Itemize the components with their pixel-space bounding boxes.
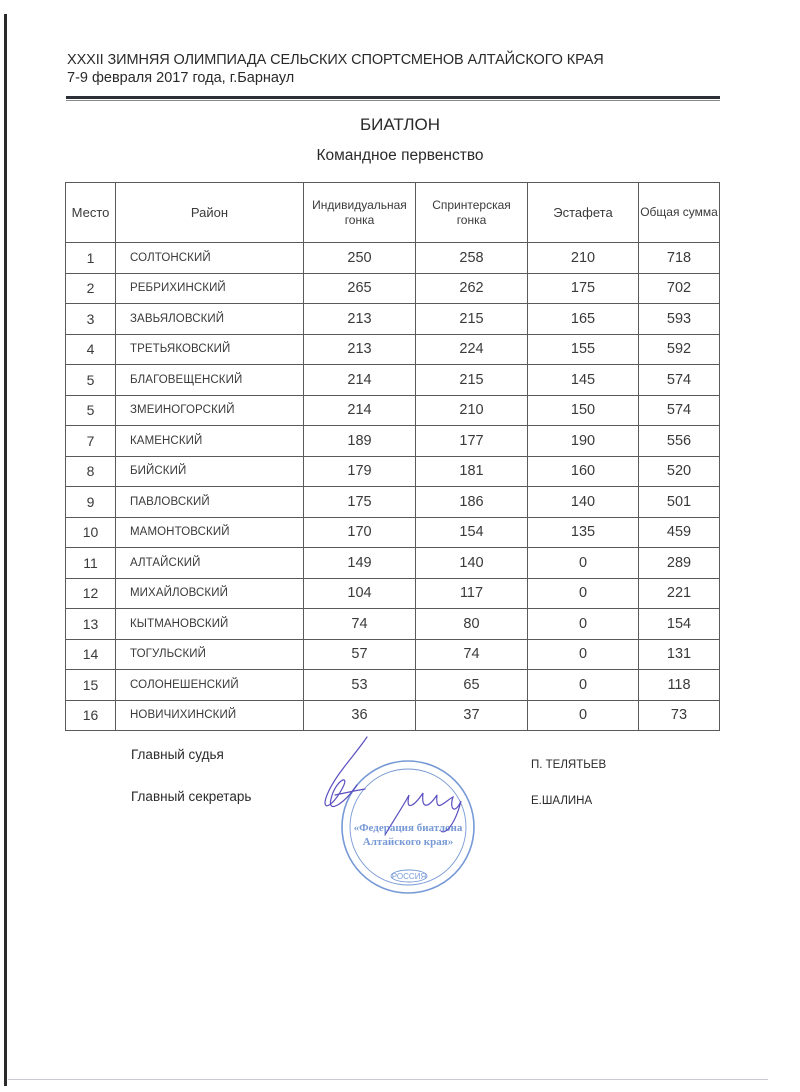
cell-district: СОЛТОНСКИЙ	[116, 243, 304, 274]
cell-sprint: 186	[416, 487, 528, 518]
chief-judge-name: П. ТЕЛЯТЬЕВ	[531, 759, 607, 771]
cell-total: 574	[639, 365, 720, 396]
cell-total: 221	[639, 578, 720, 609]
cell-sprint: 74	[416, 639, 528, 670]
cell-place: 11	[66, 548, 116, 579]
judge-signature	[325, 737, 367, 806]
cell-individual: 36	[304, 700, 416, 731]
cell-individual: 175	[304, 487, 416, 518]
column-header-place: Место	[66, 183, 116, 243]
column-header-total: Общая сумма	[639, 183, 720, 243]
cell-total: 593	[639, 304, 720, 335]
cell-district: РЕБРИХИНСКИЙ	[116, 273, 304, 304]
cell-sprint: 177	[416, 426, 528, 457]
cell-total: 718	[639, 243, 720, 274]
event-title: XXXII ЗИМНЯЯ ОЛИМПИАДА СЕЛЬСКИХ СПОРТСМЕНОВ АЛТАЙСКОГО КРАЯ	[67, 52, 604, 68]
cell-total: 459	[639, 517, 720, 548]
header-rule	[66, 96, 720, 99]
table-header-row	[66, 183, 720, 243]
cell-total: 501	[639, 487, 720, 518]
cell-individual: 214	[304, 395, 416, 426]
table-row	[66, 578, 720, 609]
chief-secretary-name: Е.ШАЛИНА	[531, 795, 593, 807]
cell-total: 131	[639, 639, 720, 670]
cell-relay: 210	[528, 243, 639, 274]
scan-left-edge	[4, 14, 7, 1086]
cell-place: 4	[66, 334, 116, 365]
cell-relay: 0	[528, 670, 639, 701]
cell-individual: 214	[304, 365, 416, 396]
table-row	[66, 243, 720, 274]
table-row	[66, 548, 720, 579]
cell-individual: 179	[304, 456, 416, 487]
table-row	[66, 304, 720, 335]
cell-relay: 150	[528, 395, 639, 426]
cell-total: 592	[639, 334, 720, 365]
cell-district: АЛТАЙСКИЙ	[116, 548, 304, 579]
cell-sprint: 262	[416, 273, 528, 304]
cell-district: БИЙСКИЙ	[116, 456, 304, 487]
cell-sprint: 258	[416, 243, 528, 274]
table-row	[66, 395, 720, 426]
cell-place: 10	[66, 517, 116, 548]
cell-individual: 74	[304, 609, 416, 640]
cell-individual: 53	[304, 670, 416, 701]
cell-district: ПАВЛОВСКИЙ	[116, 487, 304, 518]
cell-total: 520	[639, 456, 720, 487]
cell-sprint: 65	[416, 670, 528, 701]
cell-district: СОЛОНЕШЕНСКИЙ	[116, 670, 304, 701]
cell-total: 118	[639, 670, 720, 701]
cell-sprint: 210	[416, 395, 528, 426]
cell-sprint: 80	[416, 609, 528, 640]
cell-district: МАМОНТОВСКИЙ	[116, 517, 304, 548]
scan-bottom-edge	[8, 1079, 768, 1080]
table-row	[66, 700, 720, 731]
cell-total: 702	[639, 273, 720, 304]
cell-individual: 189	[304, 426, 416, 457]
cell-sprint: 154	[416, 517, 528, 548]
column-header-sprint: Спринтерская гонка	[416, 183, 528, 243]
cell-district: ТОГУЛЬСКИЙ	[116, 639, 304, 670]
cell-individual: 57	[304, 639, 416, 670]
cell-relay: 0	[528, 548, 639, 579]
cell-total: 556	[639, 426, 720, 457]
cell-district: КЫТМАНОВСКИЙ	[116, 609, 304, 640]
table-row	[66, 334, 720, 365]
cell-district: ЗАВЬЯЛОВСКИЙ	[116, 304, 304, 335]
table-row	[66, 456, 720, 487]
cell-relay: 165	[528, 304, 639, 335]
cell-individual: 265	[304, 273, 416, 304]
cell-place: 3	[66, 304, 116, 335]
cell-individual: 104	[304, 578, 416, 609]
cell-place: 1	[66, 243, 116, 274]
cell-relay: 175	[528, 273, 639, 304]
cell-total: 574	[639, 395, 720, 426]
competition-subtitle: Командное первенство	[316, 147, 484, 164]
cell-relay: 140	[528, 487, 639, 518]
cell-relay: 155	[528, 334, 639, 365]
stamp-center-line-2: Алтайского края»	[362, 836, 454, 848]
table-row	[66, 365, 720, 396]
cell-individual: 170	[304, 517, 416, 548]
cell-place: 8	[66, 456, 116, 487]
stamp-country: РОССИЯ	[391, 872, 427, 881]
cell-district: НОВИЧИХИНСКИЙ	[116, 700, 304, 731]
cell-place: 5	[66, 395, 116, 426]
cell-relay: 160	[528, 456, 639, 487]
chief-judge-label: Главный судья	[131, 747, 224, 762]
cell-sprint: 215	[416, 304, 528, 335]
cell-district: МИХАЙЛОВСКИЙ	[116, 578, 304, 609]
cell-relay: 0	[528, 700, 639, 731]
cell-place: 5	[66, 365, 116, 396]
cell-place: 16	[66, 700, 116, 731]
cell-place: 13	[66, 609, 116, 640]
cell-sprint: 224	[416, 334, 528, 365]
table-row	[66, 426, 720, 457]
table-row	[66, 670, 720, 701]
cell-place: 14	[66, 639, 116, 670]
cell-individual: 213	[304, 304, 416, 335]
results-table	[65, 182, 720, 731]
table-row	[66, 273, 720, 304]
chief-secretary-label: Главный секретарь	[131, 789, 252, 804]
cell-place: 15	[66, 670, 116, 701]
cell-total: 73	[639, 700, 720, 731]
official-stamp	[305, 735, 505, 905]
event-dates-place: 7-9 февраля 2017 года, г.Барнаул	[67, 70, 295, 86]
cell-relay: 145	[528, 365, 639, 396]
column-header-individual: Индивидуальная гонка	[304, 183, 416, 243]
cell-place: 12	[66, 578, 116, 609]
cell-place: 7	[66, 426, 116, 457]
table-row	[66, 639, 720, 670]
cell-individual: 213	[304, 334, 416, 365]
column-header-district: Район	[116, 183, 304, 243]
stamp-center-line-1: «Федерация биатлона	[353, 822, 463, 834]
table-row	[66, 609, 720, 640]
cell-sprint: 37	[416, 700, 528, 731]
cell-total: 154	[639, 609, 720, 640]
cell-district: КАМЕНСКИЙ	[116, 426, 304, 457]
cell-relay: 0	[528, 578, 639, 609]
cell-district: БЛАГОВЕЩЕНСКИЙ	[116, 365, 304, 396]
table-row	[66, 517, 720, 548]
table-row	[66, 487, 720, 518]
header-rule-thin	[66, 100, 720, 101]
sport-title: БИАТЛОН	[359, 115, 441, 134]
cell-individual: 149	[304, 548, 416, 579]
cell-place: 9	[66, 487, 116, 518]
cell-relay: 190	[528, 426, 639, 457]
cell-relay: 0	[528, 609, 639, 640]
cell-place: 2	[66, 273, 116, 304]
cell-sprint: 215	[416, 365, 528, 396]
cell-sprint: 140	[416, 548, 528, 579]
cell-district: ЗМЕИНОГОРСКИЙ	[116, 395, 304, 426]
cell-sprint: 181	[416, 456, 528, 487]
cell-relay: 135	[528, 517, 639, 548]
column-header-relay: Эстафета	[528, 183, 639, 243]
cell-individual: 250	[304, 243, 416, 274]
cell-relay: 0	[528, 639, 639, 670]
cell-sprint: 117	[416, 578, 528, 609]
cell-district: ТРЕТЬЯКОВСКИЙ	[116, 334, 304, 365]
cell-total: 289	[639, 548, 720, 579]
